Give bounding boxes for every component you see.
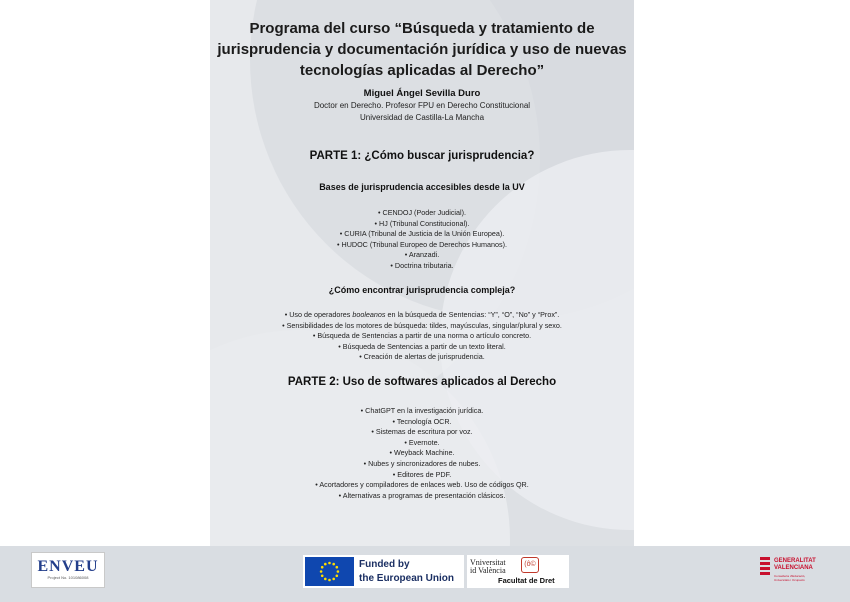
list-item: • Alternativas a programas de presentación clásicos.: [338, 490, 506, 500]
enveu-logo-text: ENVEU: [37, 558, 99, 575]
list-item: • Creación de alertas de jurisprudencia.: [359, 352, 485, 362]
list-item: • Weyback Machine.: [389, 448, 455, 458]
section-heading: ¿Cómo encontrar jurisprudencia compleja?: [328, 285, 516, 295]
list-item-prefix: • Uso de operadores: [284, 310, 353, 319]
list-item: [210, 310, 634, 321]
list-item: • HUDOC (Tribunal Europeo de Derechos Humanos).: [336, 239, 508, 249]
generalitat-line: VALENCIANA: [774, 565, 813, 571]
title-line: jurisprudencia y documentación jurídica y uso de nuevas: [217, 41, 627, 58]
generalitat-subtext: Conselleria d'Educació, Universitats i Ocupació: [774, 574, 806, 582]
enveu-logo-subtext: Project No. 101086008: [47, 575, 89, 580]
eu-flag-icon: [305, 557, 354, 586]
uv-faculty-logo: [467, 555, 569, 588]
generalitat-logo: [760, 556, 816, 590]
uv-seal-icon: (ô©: [521, 557, 539, 573]
author-university: Universidad de Castilla-La Mancha: [359, 113, 485, 122]
list-item: • Aranzadi.: [404, 250, 440, 260]
list-item: • HJ (Tribunal Constitucional).: [374, 218, 470, 228]
enveu-logo: [31, 552, 105, 588]
eu-funding-line: Funded by: [359, 559, 410, 570]
section-heading: Bases de jurisprudencia accesibles desde la UV: [319, 182, 525, 192]
uv-name-line: Vniversitat: [470, 558, 506, 567]
database-list: [210, 208, 634, 272]
list-item: • Nubes y sincronizadores de nubes.: [363, 458, 481, 468]
list-item: • Sistemas de escritura por voz.: [371, 427, 473, 437]
course-title: [210, 18, 634, 81]
author-affiliation: Doctor en Derecho. Profesor FPU en Derecho Constitucional: [313, 101, 531, 110]
uv-name-line: id València: [470, 566, 506, 575]
list-item: • Doctrina tributaria.: [390, 260, 454, 270]
list-item: • Tecnología OCR.: [392, 416, 452, 426]
part2-heading: PARTE 2: Uso de softwares aplicados al Derecho: [287, 376, 557, 388]
uv-faculty-name: Facultat de Dret: [498, 576, 555, 585]
list-item: • Búsqueda de Sentencias a partir de una norma o artículo concreto.: [312, 331, 532, 341]
generalitat-line: GENERALITAT: [774, 558, 816, 564]
eu-funding-line: the European Union: [359, 573, 454, 584]
list-item: • Búsqueda de Sentencias a partir de un texto literal.: [338, 341, 506, 351]
list-item: • CURIA (Tribunal de Justicia de la Unión Europea).: [339, 229, 505, 239]
list-item: • ChatGPT en la investigación jurídica.: [360, 406, 484, 415]
list-item: • CENDOJ (Poder Judicial).: [378, 208, 466, 217]
poster: [210, 0, 634, 546]
generalitat-emblem-icon: [760, 557, 770, 575]
generalitat-text: [774, 558, 816, 572]
part1-heading: PARTE 1: ¿Cómo buscar jurisprudencia?: [309, 150, 535, 162]
title-line: Programa del curso “Búsqueda y tratamiento de: [249, 20, 595, 37]
list-item-suffix: en la búsqueda de Sentencias: “Y”, “O”, “No” y “Prox”.: [385, 310, 560, 319]
eu-funding-text: [359, 558, 454, 586]
author-name: Miguel Ángel Sevilla Duro: [363, 88, 481, 99]
list-item: • Acortadores y compiladores de enlaces web. Uso de códigos QR.: [315, 480, 529, 490]
list-item: • Evernote.: [404, 437, 440, 447]
list-item: • Editores de PDF.: [392, 469, 452, 479]
eu-stars-icon: [305, 557, 354, 586]
list-item: • Sensibilidades de los motores de búsqueda: tildes, mayúsculas, singular/plural y sexo.: [282, 320, 562, 330]
eu-funding-logo: [303, 555, 464, 588]
software-list: [210, 406, 634, 501]
uv-name: [470, 559, 506, 575]
search-tips-list: [210, 310, 634, 363]
title-line: tecnologías aplicadas al Derecho”: [299, 62, 545, 79]
emphasis-text: booleanos: [352, 310, 386, 319]
